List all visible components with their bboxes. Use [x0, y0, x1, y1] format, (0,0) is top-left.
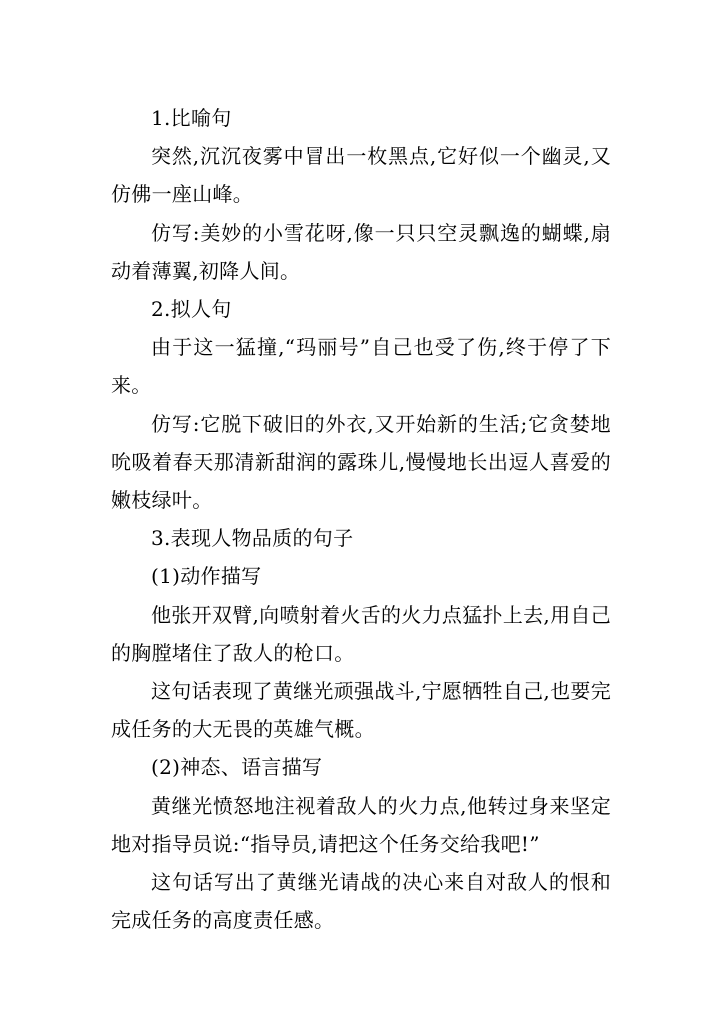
subheading-expression-language: (2)神态、语言描写	[151, 755, 323, 780]
heading-simile: 1.比喻句	[151, 106, 232, 130]
imitation-paragraph: 仿写:它脱下破旧的外衣,又开始新的生活;它贪婪地吮吸着春天那清新甜润的露珠儿,慢慢地长出逗人喜爱的嫩枝绿叶。	[111, 411, 611, 513]
subheading-action-description: (1)动作描写	[151, 564, 262, 589]
example-paragraph: 他张开双臂,向喷射着火舌的火力点猛扑上去,用自己的胸膛堵住了敌人的枪口。	[111, 602, 611, 665]
example-paragraph: 突然,沉沉夜雾中冒出一枚黑点,它好似一个幽灵,又仿佛一座山峰。	[111, 144, 611, 207]
example-paragraph: 黄继光愤怒地注视着敌人的火力点,他转过身来坚定地对指导员说:“指导员,请把这个任务交给我吧!”	[111, 793, 611, 856]
heading-personification: 2.拟人句	[151, 297, 232, 322]
heading-character-quality: 3.表现人物品质的句子	[151, 526, 354, 551]
example-paragraph: 由于这一猛撞,“玛丽号”自己也受了伤,终于停了下来。	[111, 335, 611, 398]
analysis-paragraph: 这句话写出了黄继光请战的决心来自对敌人的恨和完成任务的高度责任感。	[111, 870, 611, 933]
imitation-paragraph: 仿写:美妙的小雪花呀,像一只只空灵飘逸的蝴蝶,扇动着薄翼,初降人间。	[111, 220, 611, 283]
analysis-paragraph: 这句话表现了黄继光顽强战斗,宁愿牺牲自己,也要完成任务的大无畏的英雄气概。	[111, 679, 611, 742]
document-body	[111, 99, 611, 939]
